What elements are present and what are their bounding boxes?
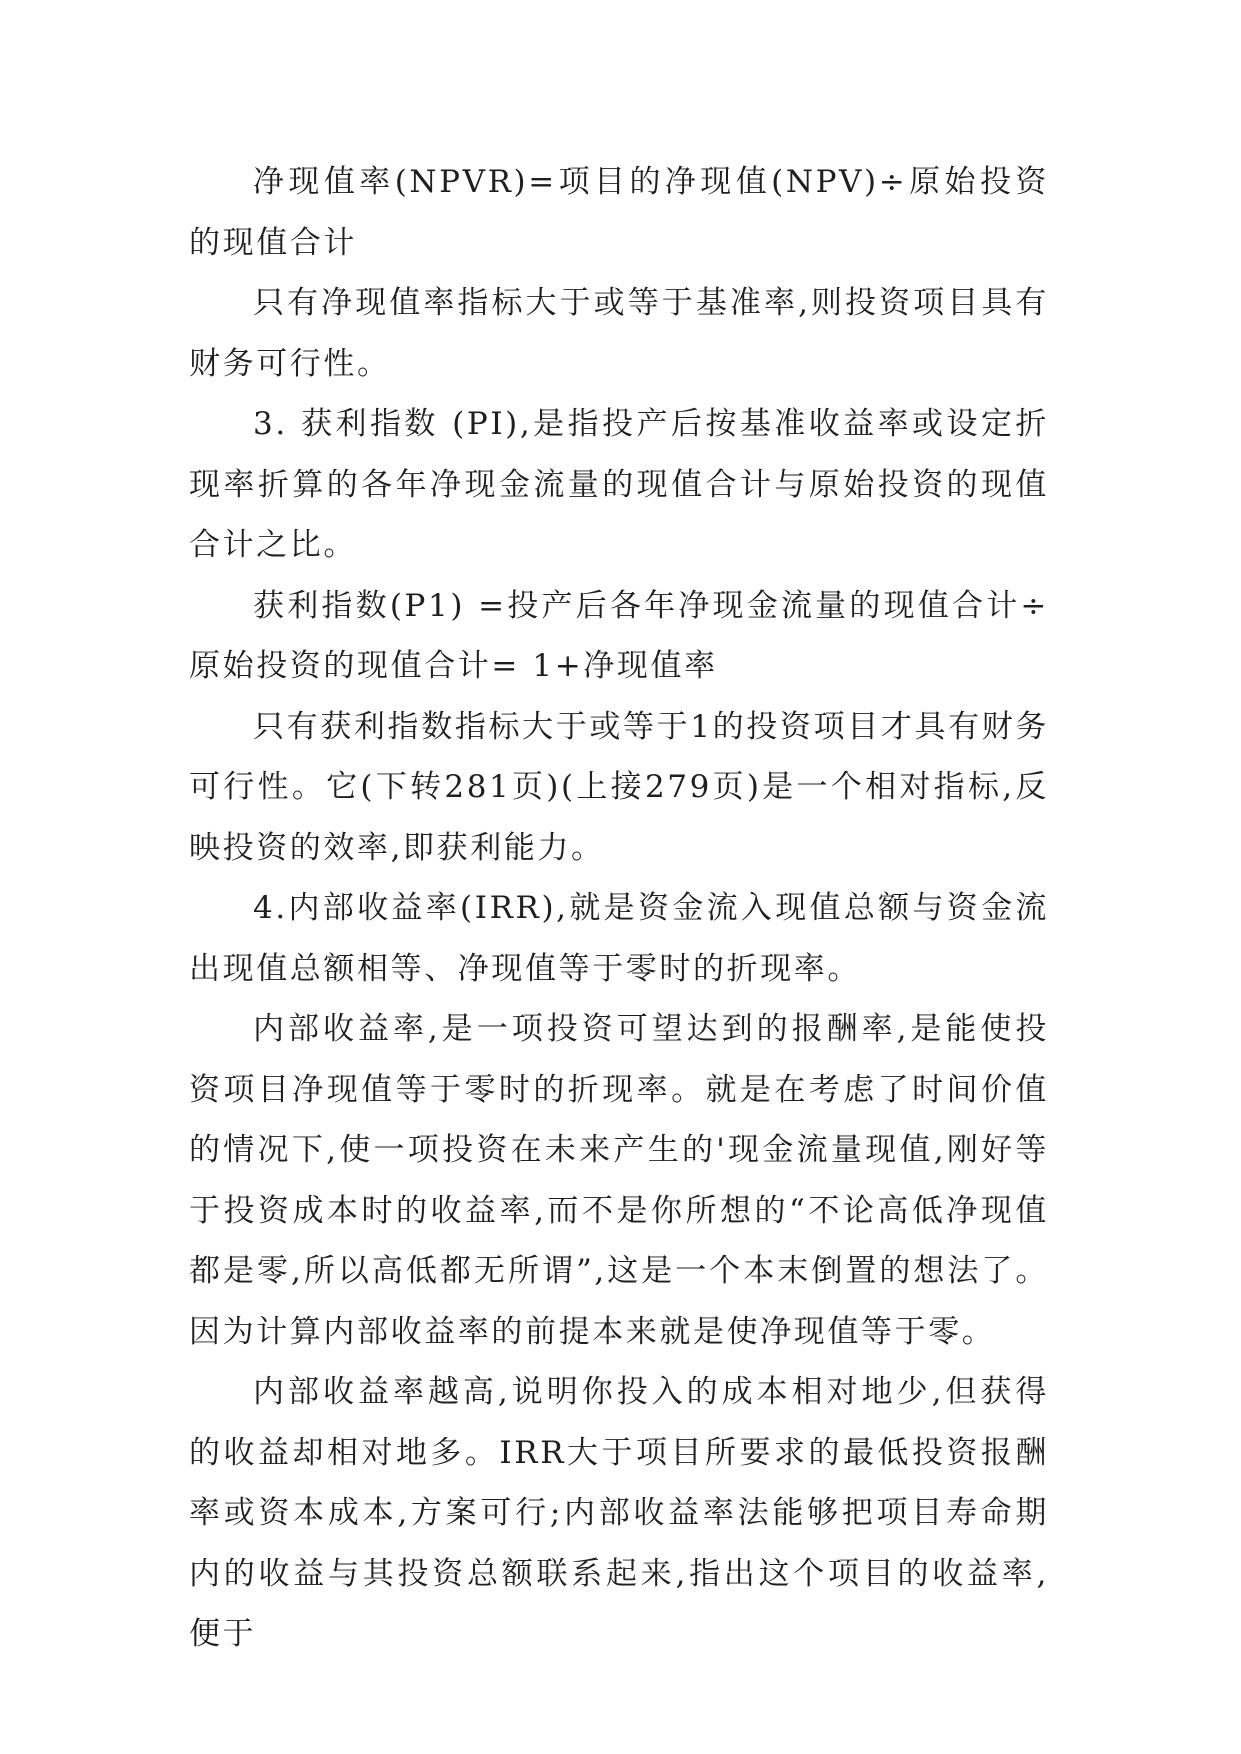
- paragraph-pi-rule: 只有获利指数指标大于或等于1的投资项目才具有财务可行性。它(下转281页)(上接279页)是一个相对指标,反映投资的效率,即获利能力。: [189, 708, 1049, 866]
- paragraph-irr-definition: 4.内部收益率(IRR),就是资金流入现值总额与资金流出现值总额相等、净现值等于零时的折现率。: [189, 890, 1049, 987]
- paragraph-pi-definition: 3. 获利指数 (PI),是指投产后按基准收益率或设定折现率折算的各年净现金流量的现值合计与原始投资的现值合计之比。: [189, 406, 1049, 563]
- paragraph-irr-interpretation: 内部收益率越高,说明你投入的成本相对地少,但获得的收益却相对地多。IRR大于项目所要求的最低投资报酬率或资本成本,方案可行;内部收益率法能够把项目寿命期内的收益与其投资总额联系起来,指出这个项目的收益率,便于: [189, 1374, 1049, 1652]
- paragraph-irr-explanation: 内部收益率,是一项投资可望达到的报酬率,是能使投资项目净现值等于零时的折现率。就是在考虑了时间价值的情况下,使一项投资在未来产生的'现金流量现值,刚好等于投资成本时的收益率,而不是你所想的“不论高低净现值都是零,所以高低都无所谓”,这是一个本末倒置的想法了。因为计算内部收益率的前提本来就是使净现值等于零。: [189, 1011, 1049, 1350]
- paragraph-npvr-formula: 净现值率(NPVR)=项目的净现值(NPV)÷原始投资的现值合计: [189, 164, 1049, 261]
- paragraph-npvr-rule: 只有净现值率指标大于或等于基准率,则投资项目具有财务可行性。: [189, 285, 1049, 382]
- paragraph-pi-formula: 获利指数(P1) =投产后各年净现金流量的现值合计÷原始投资的现值合计= 1+净现值率: [189, 587, 1049, 684]
- document-body: [189, 152, 1049, 1665]
